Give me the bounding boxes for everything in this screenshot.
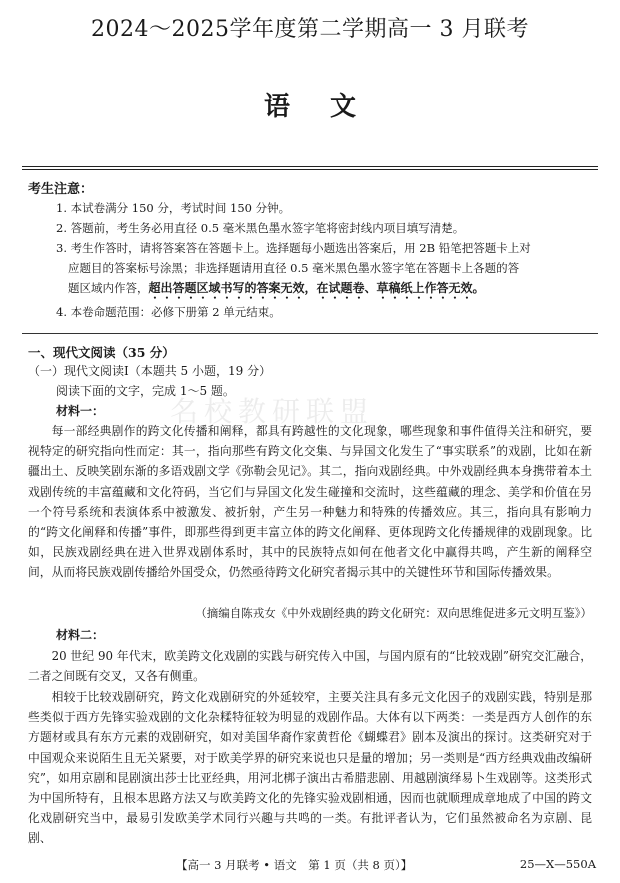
divider-line-top bbox=[22, 166, 598, 167]
divider-line-notice bbox=[22, 333, 598, 334]
notice-item-3-line2: 应题目的答案标号涂黑；非选择题请用直径 0.5 毫米黑色墨水签字笔在答题卡上各题的答 bbox=[68, 261, 520, 275]
footer-code: 25—X—550A bbox=[519, 857, 596, 871]
notice-heading: 考生注意： bbox=[28, 182, 94, 197]
notice-item-3-line3 bbox=[56, 278, 596, 302]
reading-instruction: 阅读下面的文字，完成 1～5 题。 bbox=[56, 384, 235, 398]
material-1-source: （摘编自陈戎女《中外戏剧经典的跨文化研究：双向思维促进多元文明互鉴》） bbox=[195, 606, 592, 620]
exam-title: 2024～2025学年度第二学期高一 3 月联考 bbox=[91, 17, 529, 42]
divider-line-top-inner bbox=[22, 169, 598, 170]
material-2-para-2: 相较于比较戏剧研究，跨文化戏剧研究的外延较窄，主要关注具有多元文化因子的戏剧实践，特别是那些类似于西方先锋实验戏剧的文化杂糅特征较为明显的戏剧作品。大体有以下两类：一类是西方人创作的东方题材或具有东方元素的戏剧研究，如对美国华裔作家黄哲伦《蝴蝶君》剧本及演出的探讨。这类研究对于中国观众来说陌生且无关紧要，对于欧美学界的研究来说也只是量的增加；另一类则是“西方经典戏曲改编研究”，如用京剧和昆剧演出莎士比亚经典，用河北梆子演出古希腊悲剧、用越剧演绎易卜生戏剧等。这类形式为中国所特有，且根本思路方法又与欧美跨文化的先锋实验戏剧相通，因而也就顺理成章地成了中国的跨文化戏剧研究当中，最易引发欧美学术同行兴趣与共鸣的一类。有批评者认为，它们虽然被命名为京剧、昆剧、 bbox=[28, 690, 592, 846]
notice-item-3-line3-plain: 题区域内作答， bbox=[68, 281, 149, 295]
notice-item-3-emphasis: 超出答题区域书写的答案无效，在试题卷、草稿纸上作答无效。 bbox=[148, 281, 485, 295]
notice-item-2: 2. 答题前，考生务必用直径 0.5 毫米黑色墨水签字笔将密封线内项目填写清楚。 bbox=[56, 221, 465, 235]
notice-item-3-line1: 3. 考生作答时，请将答案答在答题卡上。选择题每小题选出答案后，用 2B 铅笔把答题卡上对 bbox=[56, 241, 531, 255]
notice-list bbox=[56, 198, 596, 322]
section-subheading: （一）现代文阅读Ⅰ（本题共 5 小题，19 分） bbox=[28, 364, 272, 378]
notice-item-4: 4. 本卷命题范围：必修下册第 2 单元结束。 bbox=[56, 305, 281, 319]
material-2-para-1: 20 世纪 90 年代末，欧美跨文化戏剧的实践与研究传入中国，与国内原有的“比较戏剧”研究交汇融合，二者之间既有交叉，又各有侧重。 bbox=[28, 649, 592, 684]
material-1-heading: 材料一： bbox=[56, 404, 105, 418]
notice-item-1: 1. 本试卷满分 150 分，考试时间 150 分钟。 bbox=[56, 201, 291, 215]
subject-title: 语文 bbox=[263, 92, 396, 122]
notice-item-3 bbox=[56, 238, 596, 302]
material-2-heading: 材料二： bbox=[56, 628, 105, 642]
footer-page-info: 【高一 3 月联考 • 语文 第 1 页（共 8 页）】 bbox=[176, 858, 413, 872]
material-1-text: 每一部经典剧作的跨文化传播和阐释，都具有跨越性的文化现象，哪些现象和事件值得关注和研究，要视特定的研究指向性而定：其一，指向那些有跨文化交集、与异国文化发生了“事实联系”的戏剧，比如在新疆出土、反映笑剧东渐的多语戏剧文学《弥勒会见记》。其二，指向戏剧经典。中外戏剧经典本身携带着本土戏剧传统的丰富蕴藏和文化符码，当它们与异国文化发生碰撞和交流时，这些蕴藏的理念、美学和价值在另一个符号系统和表演体系中被激发、被折射，产生另一种魅力和特殊的传播效应。其三，指向具有影响力的“跨文化阐释和传播”事件，即那些得到更丰富立体的跨文化阐释、更体现跨文化传播规律的戏剧现象。比如，民族戏剧经典在进入世界戏剧体系时，其中的民族特点如何在他者文化中赢得共鸣，产生新的阐释空间，从而将民族戏剧传播给外国受众，仍然亟待跨文化研究者揭示其中的关键性环节和国际传播效果。 bbox=[28, 424, 592, 580]
watermark: 名校教研联盟 bbox=[170, 395, 375, 428]
section-heading: 一、现代文阅读（35 分） bbox=[28, 345, 175, 360]
